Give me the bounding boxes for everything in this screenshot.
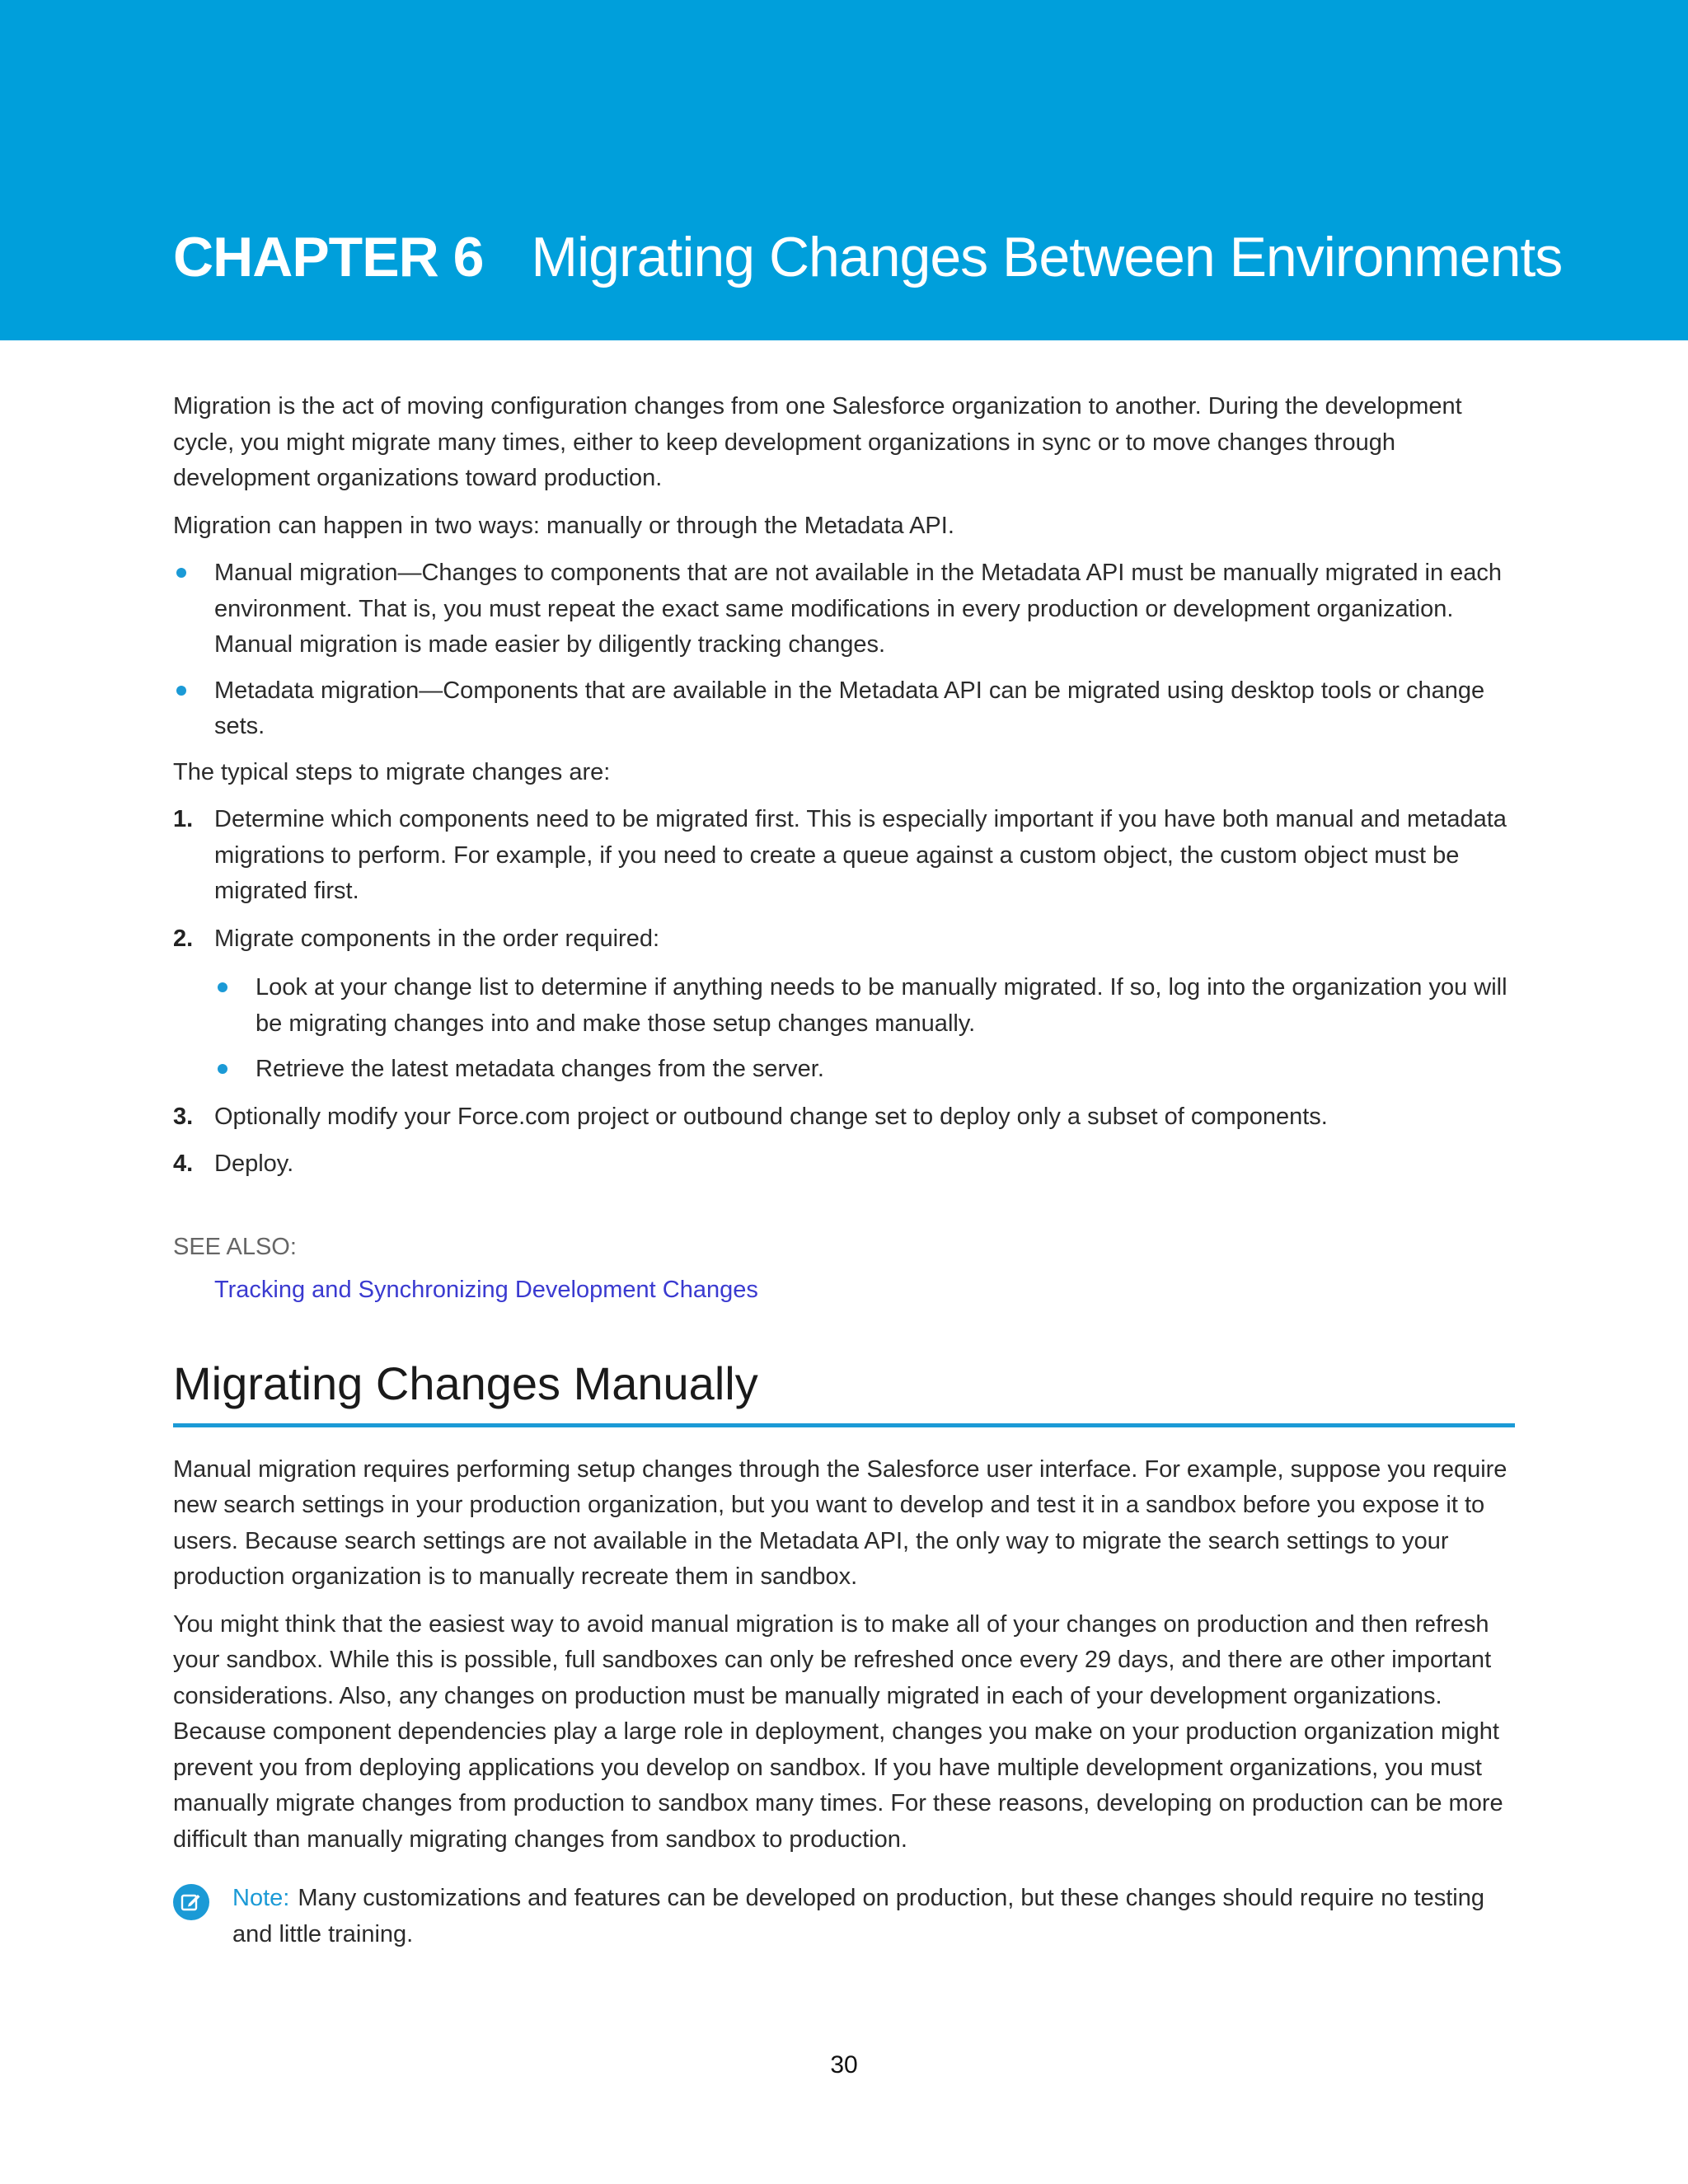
step-item (173, 1099, 1515, 1136)
section-paragraph-2: You might think that the easiest way to avoid manual migration is to make all of your changes on production and then refresh your sandbox. While this is possible, full sandboxes can only be refreshed once every 29 days, and there are other important considerations. Also, any changes on production must be manually migrated in each of your development organizations. Because component dependencies play a large role in deployment, changes you make on your production organization might prevent you from deploying applications you develop on sandbox. If you have multiple development organizations, you must manually migrate changes from production to sandbox many times. For these reasons, developing on production can be more difficult than manually migrating changes from sandbox to production. (173, 1610, 1503, 1853)
step-item (173, 802, 1515, 910)
list-item-text: Metadata migration—Components that are available in the Metadata API can be migrated using desktop tools or change sets. (214, 677, 1485, 739)
note-edit-icon (173, 1884, 209, 1920)
bullet-icon (218, 982, 227, 992)
step-number: 2. (173, 925, 194, 952)
note-callout (173, 1881, 1515, 1952)
list-item (173, 555, 1515, 663)
step-number: 1. (173, 806, 194, 832)
step-text: Optionally modify your Force.com project or outbound change set to deploy only a subset of components. (214, 1103, 1328, 1130)
page-number: 30 (830, 2051, 858, 2079)
bullet-icon (218, 1064, 227, 1074)
intro-paragraph-2: Migration can happen in two ways: manually or through the Metadata API. (173, 512, 954, 539)
page-content (173, 389, 1515, 1952)
note-text: Many customizations and features can be developed on production, but these changes should require no testing and little training. (232, 1885, 1484, 1947)
list-item (214, 970, 1515, 1042)
step-number: 4. (173, 1151, 194, 1177)
list-item (173, 673, 1515, 745)
chapter-label: CHAPTER 6 (173, 226, 484, 288)
step-item (173, 1146, 1515, 1183)
see-also-label: SEE ALSO: (173, 1233, 297, 1260)
step-text: Migrate components in the order required: (214, 925, 660, 952)
chapter-title: Migrating Changes Between Environments (531, 226, 1563, 288)
migration-steps-list (173, 802, 1515, 1183)
list-item-text: Look at your change list to determine if anything needs to be manually migrated. If so, log into the organization you will be migrating changes into and make those setup changes manually. (256, 974, 1507, 1037)
step-text: Determine which components need to be migrated first. This is especially important if you have both manual and metadata migrations to perform. For example, if you need to create a queue against a custom object, the custom object must be migrated first. (214, 806, 1507, 904)
see-also-link[interactable]: Tracking and Synchronizing Development Changes (214, 1276, 758, 1303)
step-item (173, 921, 1515, 1088)
list-item (214, 1052, 1515, 1088)
note-label: Note: (232, 1885, 290, 1911)
steps-intro: The typical steps to migrate changes are: (173, 758, 611, 785)
step-sub-list (214, 970, 1515, 1088)
intro-paragraph: Migration is the act of moving configuration changes from one Salesforce organization to another. During the development cycle, you might migrate many times, either to keep development organizations in sync or to move changes through development organizations toward production. (173, 393, 1462, 491)
step-text: Deploy. (214, 1151, 294, 1177)
migration-types-list (173, 555, 1515, 745)
bullet-icon (176, 568, 186, 578)
chapter-banner (0, 0, 1688, 340)
section-heading: Migrating Changes Manually (173, 1356, 1515, 1427)
bullet-icon (176, 686, 186, 696)
step-number: 3. (173, 1103, 194, 1130)
chapter-heading (173, 224, 1562, 290)
list-item-text: Retrieve the latest metadata changes from the server. (256, 1056, 824, 1082)
section-paragraph: Manual migration requires performing setup changes through the Salesforce user interface. For example, suppose you require new search settings in your production organization, but you want to develop and test it in a sandbox before you expose it to users. Because search settings are not available in the Metadata API, the only way to migrate the search settings to your production organization is to manually recreate them in sandbox. (173, 1455, 1507, 1590)
see-also-block (173, 1230, 1515, 1306)
list-item-text: Manual migration—Changes to components that are not available in the Metadata API must be manually migrated in each environment. That is, you must repeat the exact same modifications in every production or development organization. Manual migration is made easier by diligently tracking changes. (214, 560, 1503, 658)
